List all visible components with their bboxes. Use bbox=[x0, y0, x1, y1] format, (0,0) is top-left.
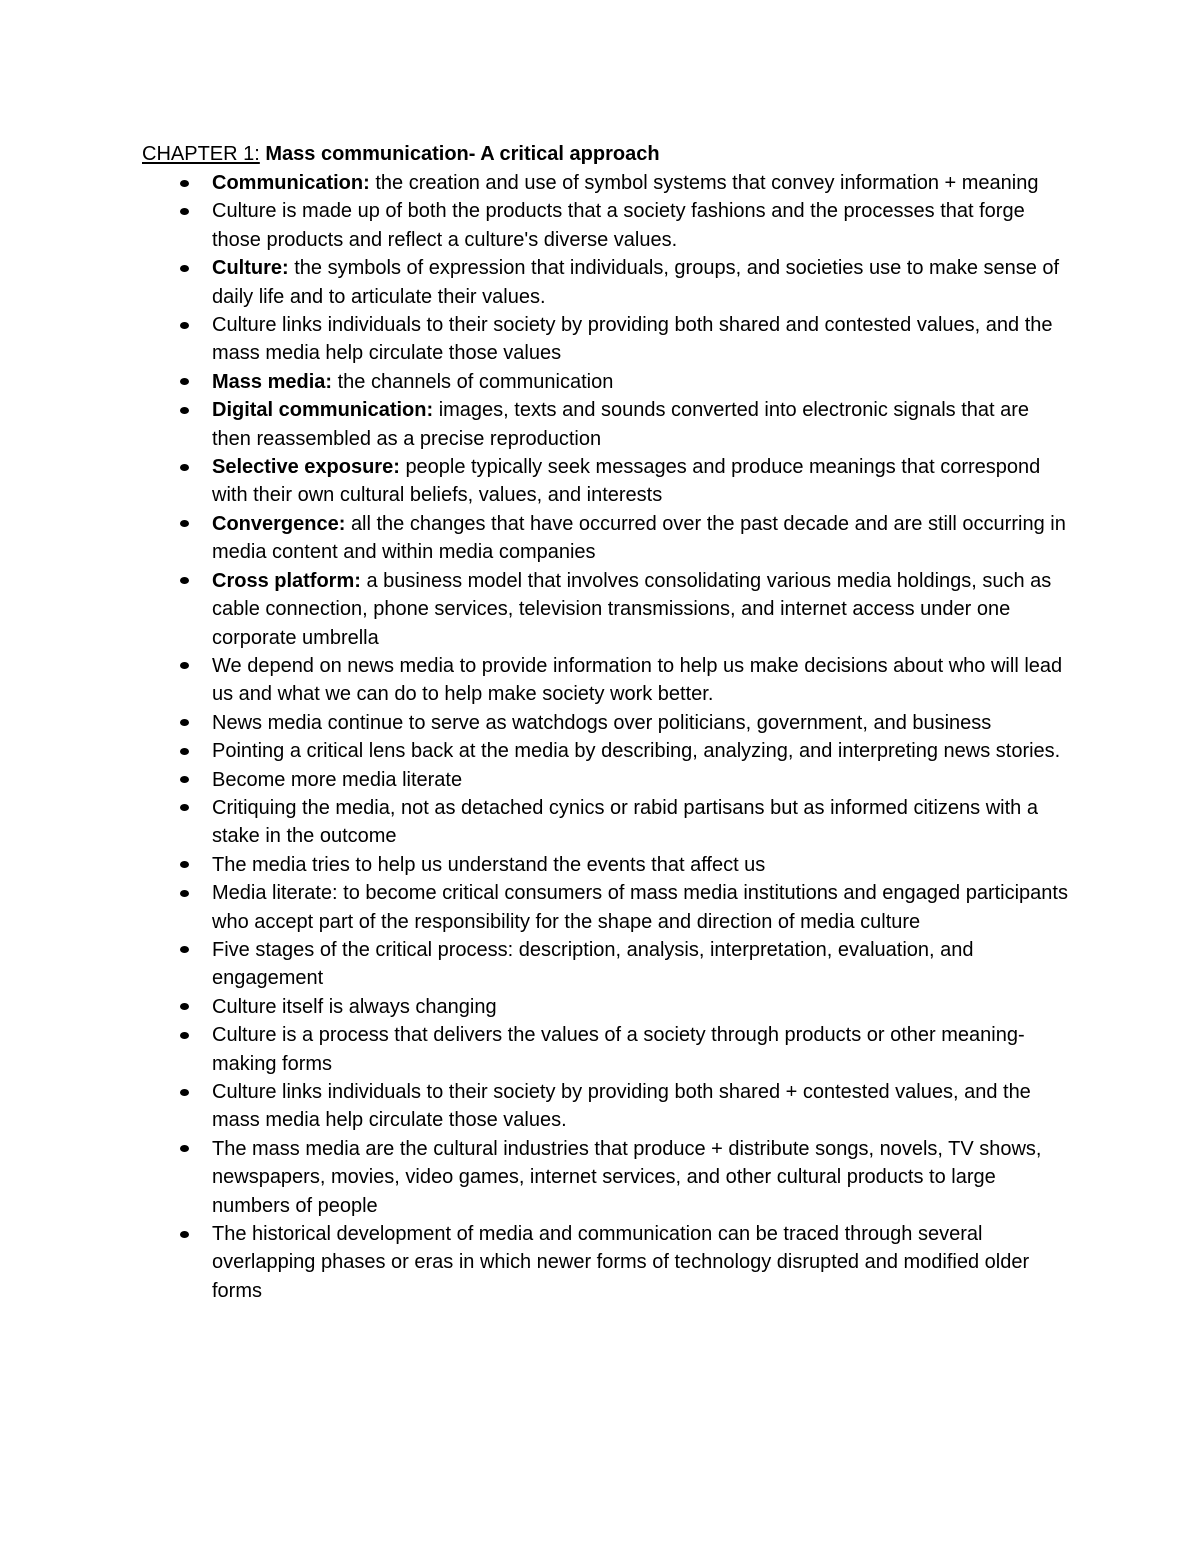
note-text: Culture is a process that delivers the values of a society through products or other meaning-making forms bbox=[212, 1024, 1025, 1075]
list-item bbox=[170, 737, 1070, 765]
list-item bbox=[170, 709, 1070, 737]
note-text: the symbols of expression that individuals, groups, and societies use to make sense of daily life and to articulate their values. bbox=[212, 257, 1060, 308]
list-item bbox=[170, 936, 1070, 993]
bullet-icon bbox=[180, 407, 189, 414]
list-item bbox=[170, 453, 1070, 510]
note-text: Become more media literate bbox=[212, 768, 463, 791]
note-term: Selective exposure: bbox=[212, 456, 400, 479]
note-text: Culture links individuals to their society by providing both shared + contested values, and the mass media help circulate those values. bbox=[212, 1081, 1031, 1132]
list-item bbox=[170, 766, 1070, 794]
list-item bbox=[170, 169, 1070, 197]
bullet-icon bbox=[180, 520, 189, 527]
bullet-icon bbox=[180, 1089, 189, 1096]
bullet-icon bbox=[180, 662, 189, 669]
note-text: the channels of communication bbox=[337, 370, 614, 393]
note-text: Media literate: to become critical consumers of mass media institutions and engaged participants who accept part of the responsibility for the shape and direction of media culture bbox=[212, 882, 1068, 933]
bullet-icon bbox=[180, 748, 189, 755]
bullet-icon bbox=[180, 890, 189, 897]
note-text: Culture is made up of both the products that a society fashions and the processes that forge those products and reflect a culture's diverse values. bbox=[212, 200, 1025, 251]
note-text: News media continue to serve as watchdogs over politicians, government, and business bbox=[212, 711, 992, 734]
chapter-label: CHAPTER 1: bbox=[142, 143, 260, 165]
note-text: the creation and use of symbol systems that convey information + meaning bbox=[375, 172, 1039, 194]
bullet-icon bbox=[180, 1145, 189, 1152]
list-item bbox=[170, 254, 1070, 311]
bullet-icon bbox=[180, 861, 189, 868]
note-text: all the changes that have occurred over the past decade and are still occurring in media content and within media companies bbox=[212, 512, 1066, 564]
bullet-icon bbox=[180, 946, 189, 953]
bullet-icon bbox=[180, 464, 189, 471]
bullet-icon bbox=[180, 322, 189, 329]
note-term: Communication: bbox=[212, 172, 370, 194]
note-text: Culture links individuals to their society by providing both shared and contested values, and the mass media help circulate those values bbox=[212, 314, 1053, 365]
list-item bbox=[170, 1021, 1070, 1078]
note-text: We depend on news media to provide information to help us make decisions about who will lead us and what we can do to help make society work better. bbox=[212, 654, 1063, 706]
note-term: Convergence: bbox=[212, 512, 346, 535]
note-text: images, texts and sounds converted into electronic signals that are then reassembled as a precise reproduction bbox=[212, 399, 1030, 450]
bullet-icon bbox=[180, 180, 189, 187]
list-item bbox=[170, 1135, 1070, 1220]
note-term: Cross platform: bbox=[212, 569, 361, 592]
list-item bbox=[170, 197, 1070, 254]
list-item bbox=[170, 652, 1070, 709]
list-item bbox=[170, 510, 1070, 567]
bullet-icon bbox=[180, 577, 189, 584]
bullet-icon bbox=[180, 719, 189, 726]
list-item bbox=[170, 794, 1070, 851]
note-text: The mass media are the cultural industries that produce + distribute songs, novels, TV shows, newspapers, movies, video games, internet services, and other cultural products to large numbers of people bbox=[212, 1137, 1042, 1217]
bullet-icon bbox=[180, 804, 189, 811]
note-text: The historical development of media and communication can be traced through several overlapping phases or eras in which newer forms of technology disrupted and modified older forms bbox=[212, 1223, 1030, 1302]
note-text: The media tries to help us understand the events that affect us bbox=[212, 853, 766, 876]
chapter-heading bbox=[142, 140, 660, 168]
bullet-icon bbox=[180, 1003, 189, 1010]
list-item bbox=[170, 993, 1070, 1021]
bullet-icon bbox=[180, 378, 189, 385]
list-item bbox=[170, 311, 1070, 368]
notes-list bbox=[170, 169, 1070, 1305]
note-text: Five stages of the critical process: description, analysis, interpretation, evaluation, and engagement bbox=[212, 938, 974, 990]
bullet-icon bbox=[180, 776, 189, 783]
note-text: Critiquing the media, not as detached cynics or rabid partisans but as informed citizens with a stake in the outcome bbox=[212, 796, 1038, 848]
chapter-title: Mass communication- A critical approach bbox=[265, 143, 660, 165]
bullet-icon bbox=[180, 1231, 189, 1238]
list-item bbox=[170, 1078, 1070, 1135]
list-item bbox=[170, 1220, 1070, 1305]
list-item bbox=[170, 567, 1070, 652]
bullet-icon bbox=[180, 1032, 189, 1039]
list-item bbox=[170, 851, 1070, 879]
note-term: Culture: bbox=[212, 257, 289, 280]
list-item bbox=[170, 879, 1070, 936]
list-item bbox=[170, 368, 1070, 396]
note-text: Culture itself is always changing bbox=[212, 995, 497, 1018]
note-text: people typically seek messages and produce meanings that correspond with their own cultural beliefs, values, and interests bbox=[212, 456, 1041, 507]
note-text: Pointing a critical lens back at the media by describing, analyzing, and interpreting news stories. bbox=[212, 740, 1061, 763]
note-text: a business model that involves consolidating various media holdings, such as cable connection, phone services, television transmissions, and internet access under one corporate umbrella bbox=[212, 569, 1052, 649]
note-term: Digital communication: bbox=[212, 399, 434, 422]
note-term: Mass media: bbox=[212, 370, 333, 393]
bullet-icon bbox=[180, 208, 189, 215]
list-item bbox=[170, 396, 1070, 453]
bullet-icon bbox=[180, 265, 189, 272]
